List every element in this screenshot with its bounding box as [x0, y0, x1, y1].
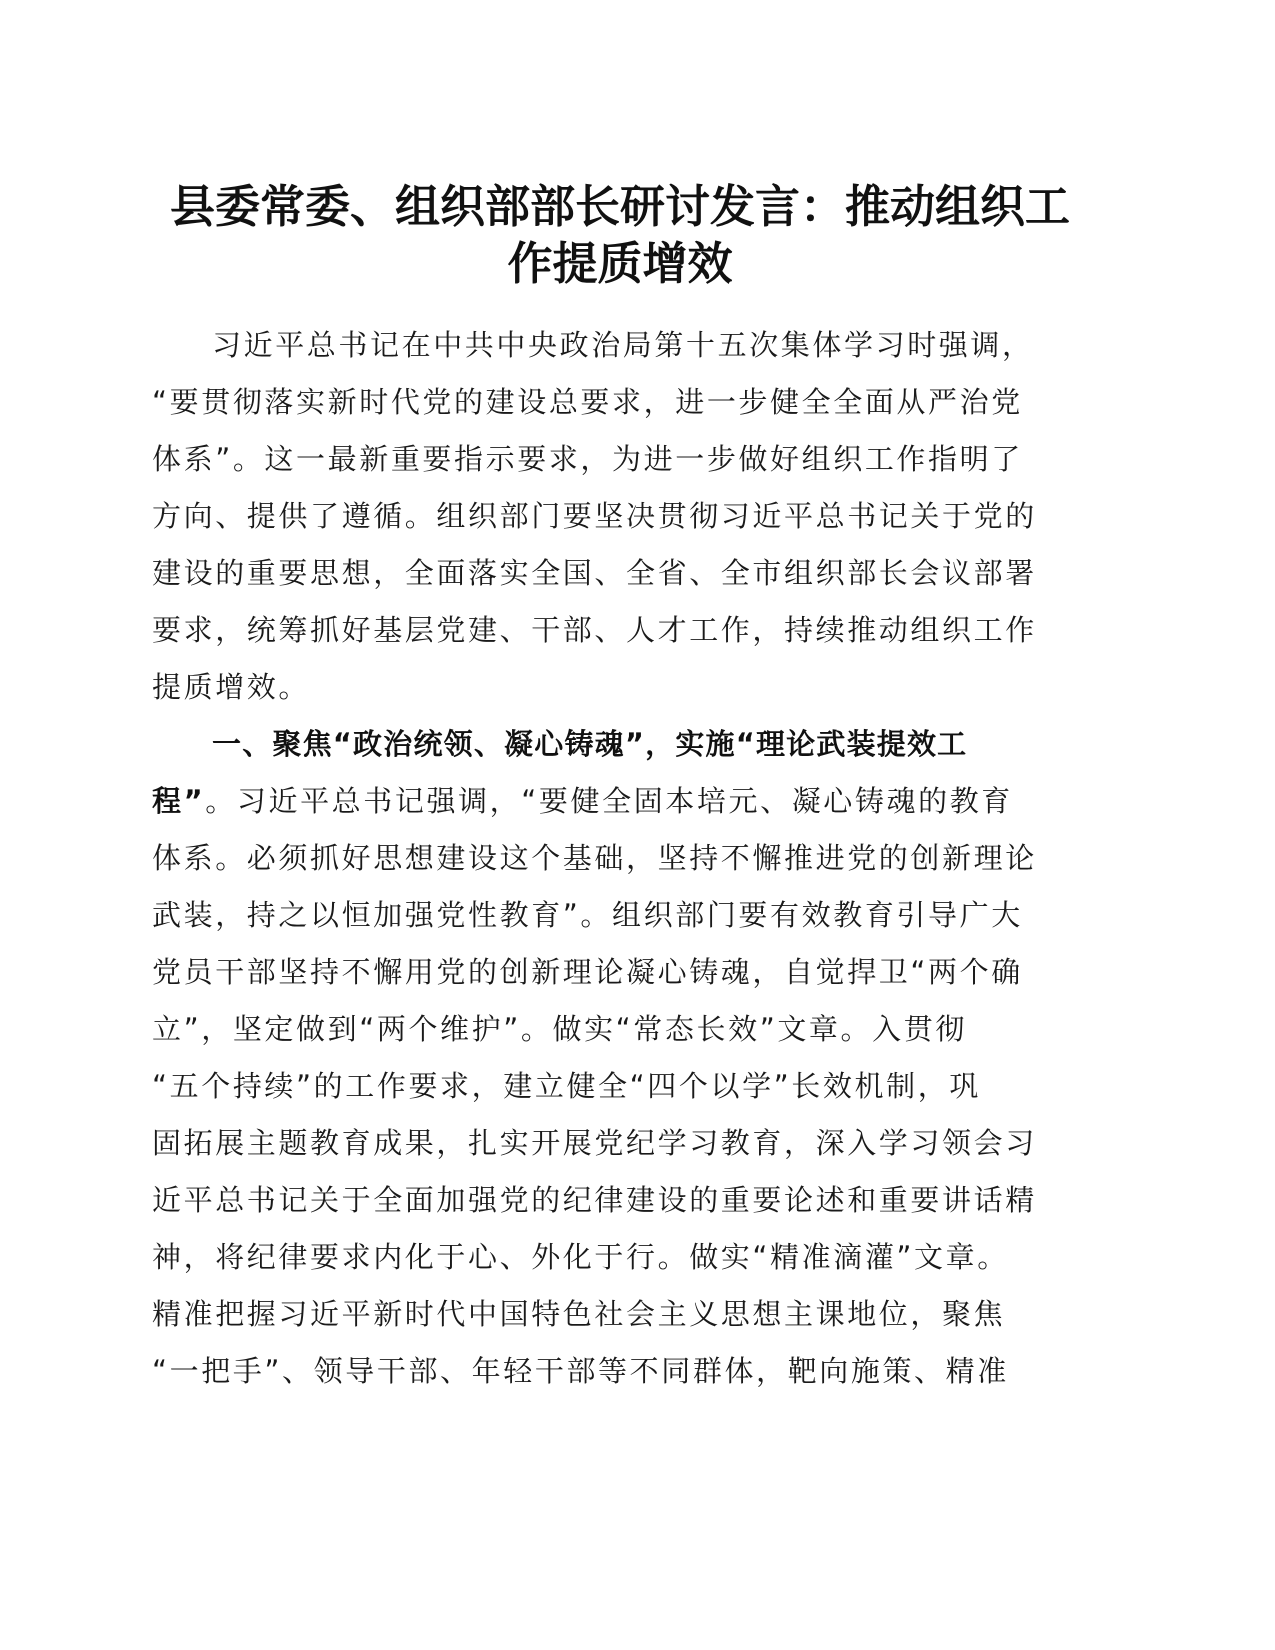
document-body — [152, 317, 1088, 1400]
intro-line-1: 习近平总书记在中共中央政治局第十五次集体学习时强调， — [212, 328, 1034, 362]
section-1-heading: 一、聚焦“政治统领、凝心铸魂”，实施“理论武装提效工 — [212, 727, 968, 761]
section-1-line-4: 党员干部坚持不懈用党的创新理论凝心铸魂，自觉捍卫“两个确 — [152, 955, 1023, 989]
section-1-line-5: 立”，坚定做到“两个维护”。做实“常态长效”文章。入贯彻 — [152, 1012, 967, 1046]
title-line-2: 作提质增效 — [507, 237, 733, 290]
section-1-line-3: 武装，持之以恒加强党性教育”。组织部门要有效教育引导广大 — [152, 898, 1023, 932]
section-1-heading-end: 程” — [152, 784, 206, 818]
section-1-line-11: “一把手”、领导干部、年轻干部等不同群体，靶向施策、精准 — [152, 1354, 1009, 1388]
intro-line-3: 体系”。这一最新重要指示要求，为进一步做好组织工作指明了 — [152, 442, 1023, 476]
section-1-line-10: 精准把握习近平新时代中国特色社会主义思想主课地位，聚焦 — [152, 1297, 1006, 1331]
section-1-line-2: 体系。必须抓好思想建设这个基础，坚持不懈推进党的创新理论 — [152, 841, 1037, 875]
section-1-line-7: 固拓展主题教育成果，扎实开展党纪学习教育，深入学习领会习 — [152, 1126, 1037, 1160]
intro-line-2: “要贯彻落实新时代党的建设总要求，进一步健全全面从严治党 — [152, 385, 1023, 419]
section-1-line-1 — [152, 773, 1088, 830]
document-title — [150, 178, 1090, 292]
intro-line-6: 要求，统筹抓好基层党建、干部、人才工作，持续推动组织工作 — [152, 613, 1037, 647]
section-1-line-1-text: 。习近平总书记强调，“要健全固本培元、凝心铸魂的教育 — [205, 784, 1013, 818]
intro-line-5: 建设的重要思想，全面落实全国、全省、全市组织部长会议部署 — [152, 556, 1037, 590]
intro-line-4: 方向、提供了遵循。组织部门要坚决贯彻习近平总书记关于党的 — [152, 499, 1037, 533]
intro-line-7: 提质增效。 — [152, 670, 311, 704]
section-1-line-9: 神，将纪律要求内化于心、外化于行。做实“精准滴灌”文章。 — [152, 1240, 1009, 1274]
section-1-line-6: “五个持续”的工作要求，建立健全“四个以学”长效机制，巩 — [152, 1069, 981, 1103]
title-line-1: 县委常委、组织部部长研讨发言：推动组织工 — [169, 180, 1070, 233]
section-1-line-8: 近平总书记关于全面加强党的纪律建设的重要论述和重要讲话精 — [152, 1183, 1037, 1217]
